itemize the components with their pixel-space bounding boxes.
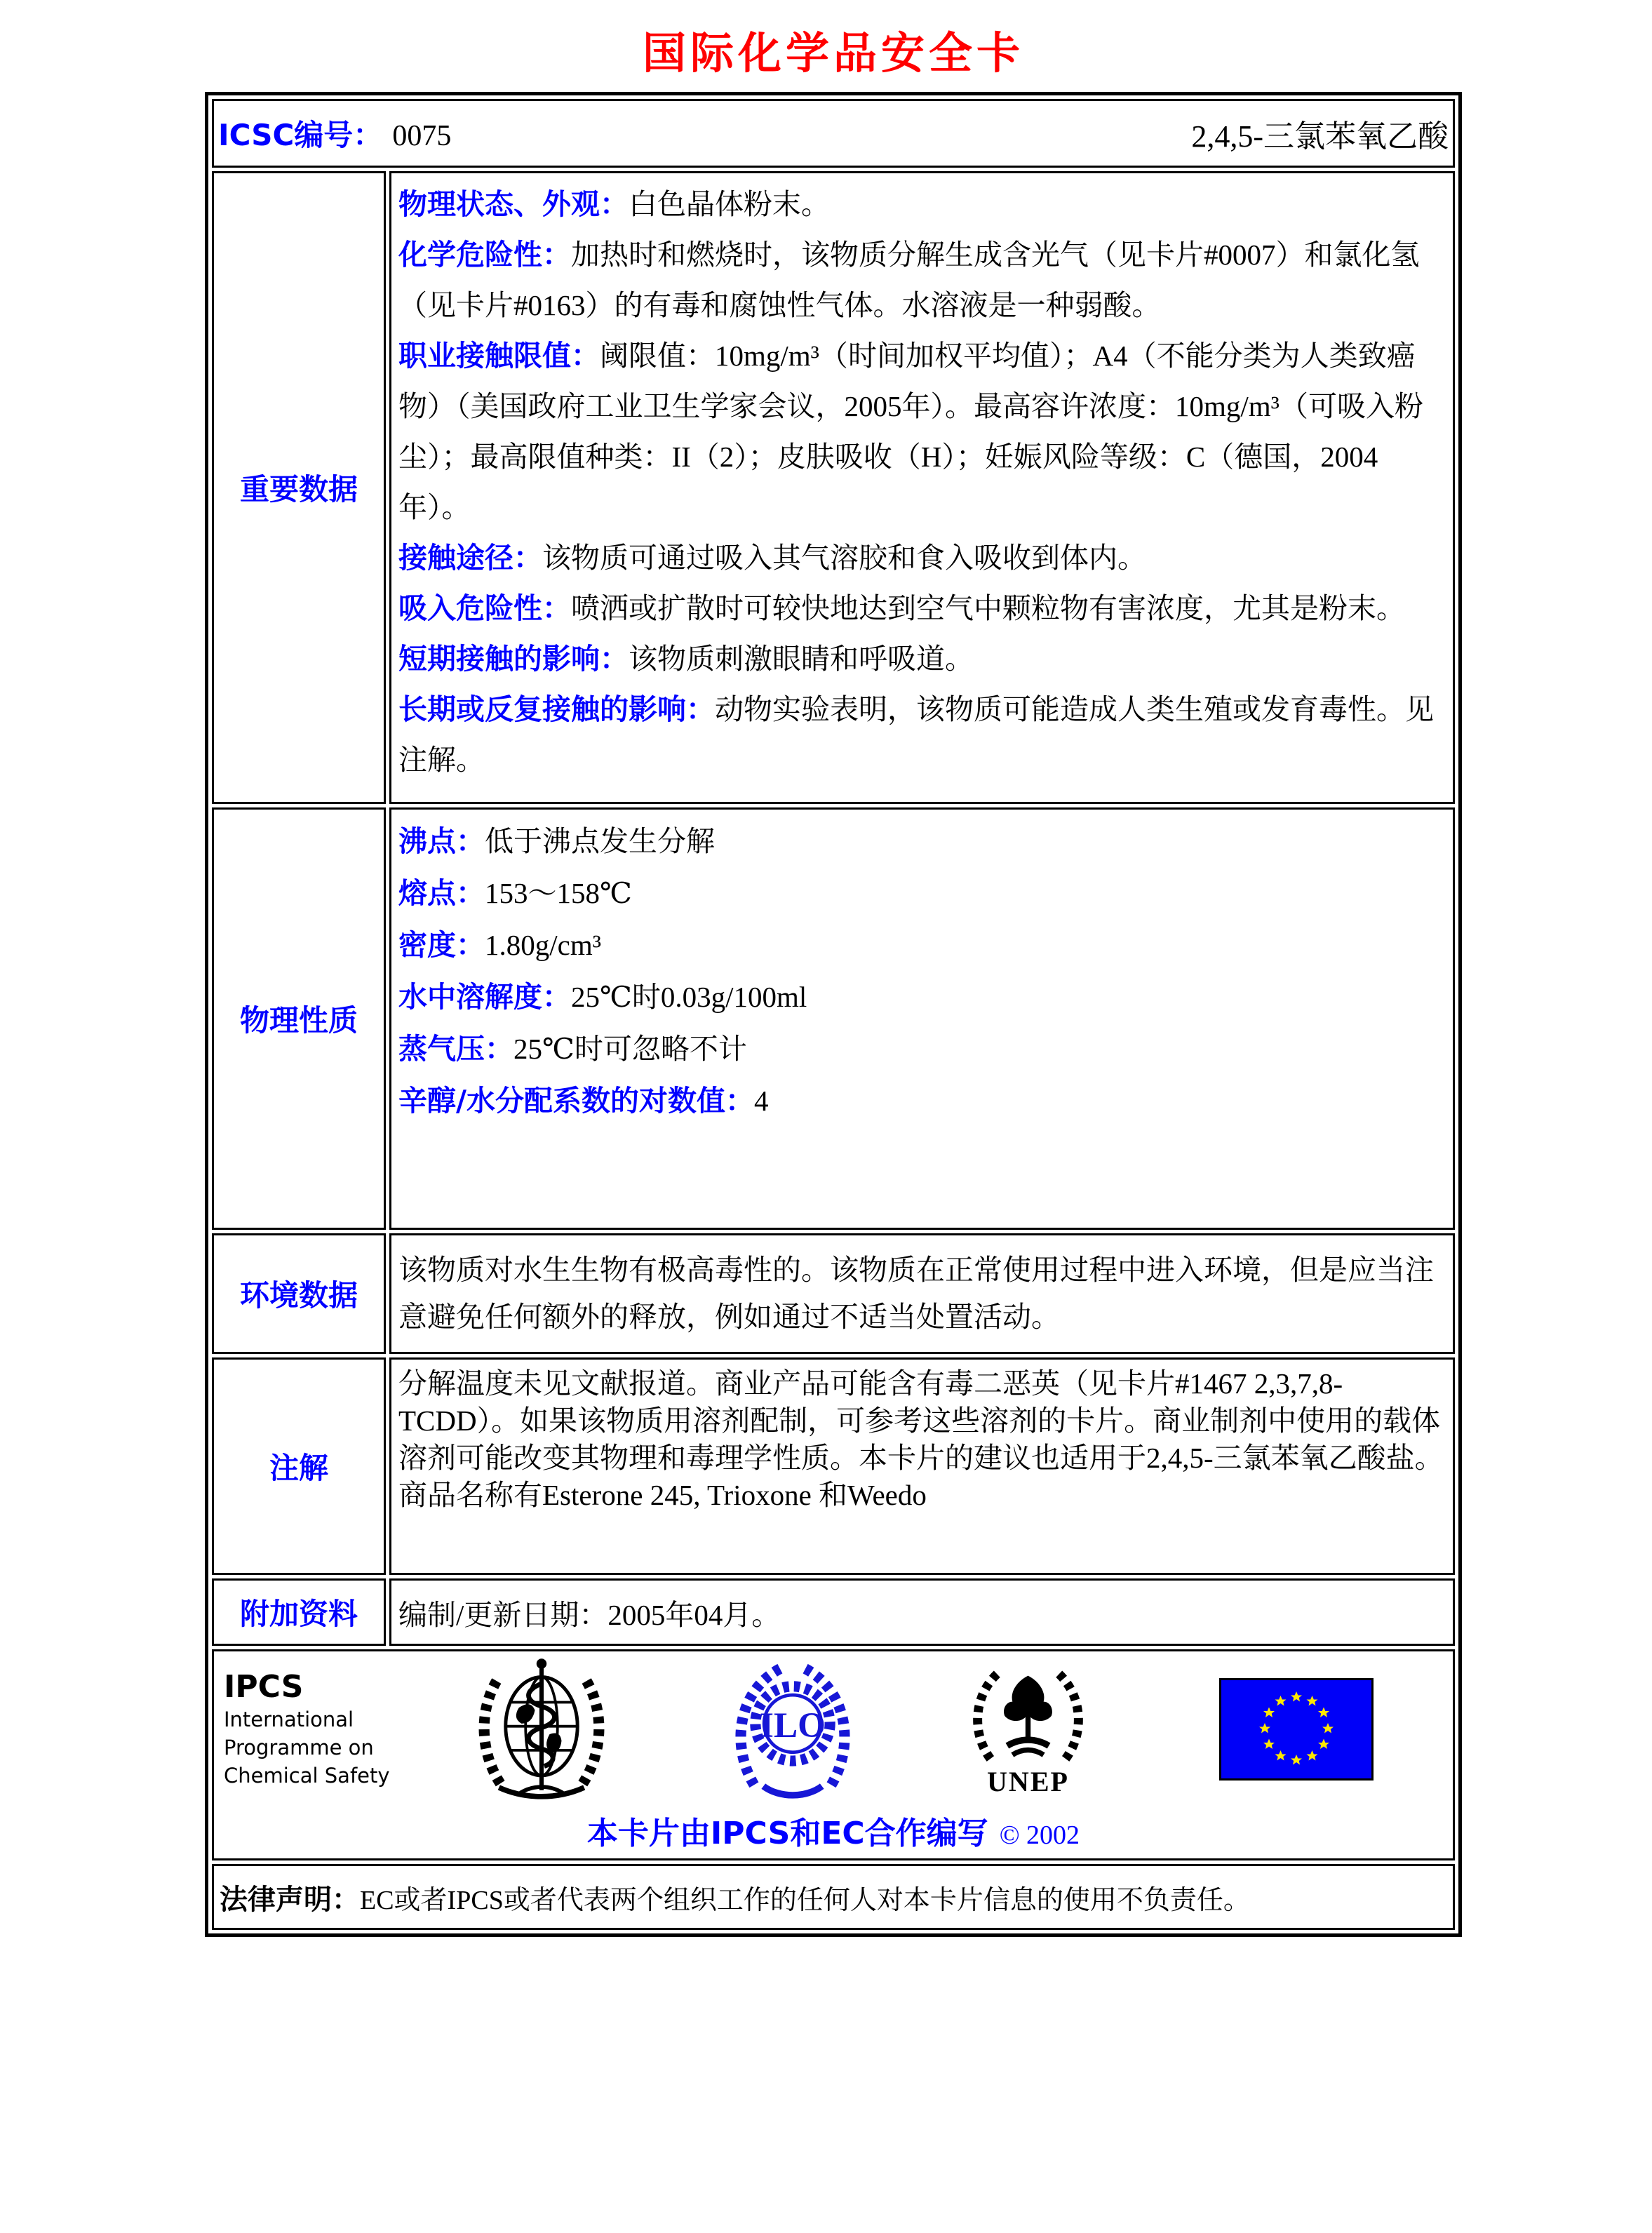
ipcs-subtitle-line: Chemical Safety (224, 1763, 390, 1788)
physical-properties-content (389, 807, 1455, 1230)
ipcs-subtitle-line: Programme on (224, 1735, 374, 1759)
physical-item-melting-point: 熔点：153～158℃ (398, 876, 632, 910)
environmental-data-text: 该物质对水生生物有极高毒性的。该物质在正常使用过程中进入环境，但是应当注意避免任何额外的释放，例如通过不适当处置活动。 (398, 1254, 1434, 1333)
important-item-long-term-effects: 长期或反复接触的影响：动物实验表明，该物质可能造成人类生殖或发育毒性。见注解。 (398, 692, 1434, 776)
header-row (212, 99, 1455, 168)
notes-content (389, 1357, 1455, 1575)
legal-label: 法律声明： (220, 1883, 360, 1916)
page-title: 国际化学品安全卡 (642, 27, 1024, 79)
icsc-table (205, 92, 1462, 1937)
unep-logo-icon (963, 1663, 1093, 1796)
physical-item-water-solubility: 水中溶解度：25℃时0.03g/100ml (398, 980, 807, 1014)
important-item-exposure-limits: 职业接触限值：阈限值：10mg/m³（时间加权平均值）；A4（不能分类为人类致癌物）（美国政府工业卫生学家会议，2005年）。最高容许浓度：10mg/m³（可吸入粉尘）；最高限值种类：II（2）；皮肤吸收（H）；妊娠风险等级：C（德国，2004年）。 (398, 339, 1423, 523)
row-label-physical-properties: 物理性质 (212, 807, 386, 1230)
ipcs-text-block (224, 1669, 420, 1790)
footer-caption (224, 1808, 1443, 1853)
legal-row (212, 1864, 1455, 1930)
additional-info-row (212, 1578, 1455, 1646)
additional-info-text: 编制/更新日期：2005年04月。 (398, 1598, 781, 1631)
physical-item-vapor-pressure: 蒸气压：25℃时可忽略不计 (398, 1032, 747, 1066)
environmental-data-content (389, 1233, 1455, 1354)
unep-letters: UNEP (987, 1765, 1069, 1797)
notes-text: 分解温度未见文献报道。商业产品可能含有毒二恶英（见卡片#1467 2,3,7,8-TCDD）。如果该物质用溶剂配制，可参考这些溶剂的卡片。商业制剂中使用的载体溶剂可能改变其物理和毒理学性质。本卡片的建议也适用于2,4,5-三氯苯氧乙酸盐。商品名称有Esterone 245, Trioxone 和Weedo (398, 1367, 1444, 1511)
icsc-card-page (205, 0, 1462, 1937)
additional-info-content (389, 1578, 1455, 1646)
footer-caption-text: 本卡片由IPCS和EC合作编写 (586, 1816, 988, 1851)
legal-text: EC或者IPCS或者代表两个组织工作的任何人对本卡片信息的使用不负责任。 (360, 1885, 1250, 1915)
important-item-exposure-routes: 接触途径：该物质可通过吸入其气溶胶和食入吸收到体内。 (398, 541, 1146, 575)
ipcs-title: IPCS (224, 1668, 304, 1705)
notes-row (212, 1357, 1455, 1575)
ilo-logo-icon (726, 1657, 859, 1801)
physical-item-density: 密度：1.80g/cm³ (398, 928, 602, 962)
ilo-letters: ILO (760, 1705, 826, 1745)
substance-name: 2,4,5-三氯苯氧乙酸 (1191, 119, 1449, 154)
footer-row (212, 1649, 1455, 1860)
important-data-row (212, 171, 1455, 804)
physical-properties-row (212, 807, 1455, 1230)
ipcs-subtitle-line: International (224, 1707, 354, 1731)
important-item-chemical-danger: 化学危险性：加热时和燃烧时，该物质分解生成含光气（见卡片#0007）和氯化氢（见卡片#0163）的有毒和腐蚀性气体。水溶液是一种弱酸。 (398, 238, 1420, 321)
footer-logos (224, 1657, 1443, 1801)
footer-cell (212, 1649, 1455, 1860)
row-label-environmental-data: 环境数据 (212, 1233, 386, 1354)
row-label-notes: 注解 (212, 1357, 386, 1575)
row-label-additional-info: 附加资料 (212, 1578, 386, 1646)
important-item-physical-state: 物理状态、外观：白色晶体粉末。 (398, 187, 830, 221)
footer-copyright: © 2002 (999, 1820, 1080, 1850)
physical-item-octanol-water: 辛醇/水分配系数的对数值：4 (398, 1084, 769, 1118)
header-cell (212, 99, 1455, 168)
row-label-important-data: 重要数据 (212, 171, 386, 804)
legal-cell (212, 1864, 1455, 1930)
eu-flag-icon (1219, 1678, 1374, 1781)
important-item-short-term-effects: 短期接触的影响：该物质刺激眼睛和呼吸道。 (398, 642, 974, 676)
who-logo-icon (475, 1657, 608, 1801)
icsc-number-label: ICSC编号： (218, 118, 383, 152)
icsc-number-group (218, 112, 451, 154)
important-item-inhalation-risk: 吸入危险性：喷洒或扩散时可较快地达到空气中颗粒物有害浓度，尤其是粉末。 (398, 591, 1405, 625)
physical-item-boiling-point: 沸点：低于沸点发生分解 (398, 824, 715, 858)
important-data-content (389, 171, 1455, 804)
environmental-data-row (212, 1233, 1455, 1354)
icsc-number-value: 0075 (392, 120, 452, 152)
